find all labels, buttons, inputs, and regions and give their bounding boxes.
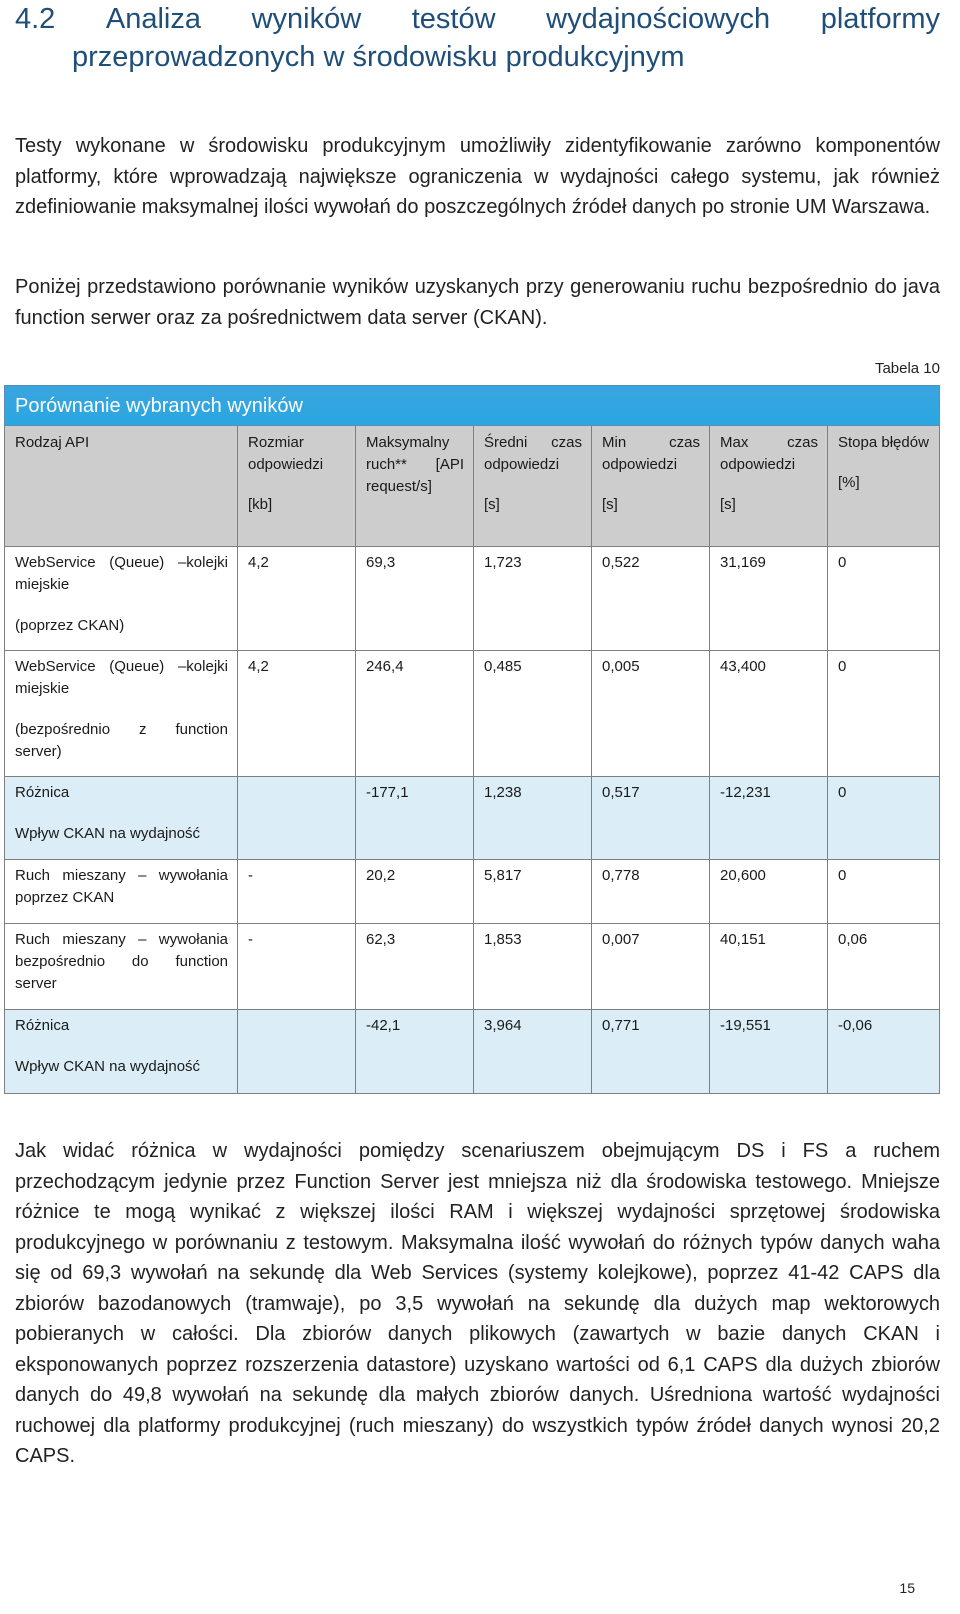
table-row-difference [5, 777, 940, 860]
row-label: WebService (Queue) –kolejki miejskie (bezpośrednio z function server) [5, 651, 238, 777]
row-label: Ruch mieszany – wywołania bezpośrednio do function server [5, 924, 238, 1010]
conclusion-paragraph: Jak widać różnica w wydajności pomiędzy scenariuszem obejmującym DS i FS a ruchem przechodzącym jedynie przez Function Server jest mniejsza niż dla środowiska testowego. Mniejsze różnice te mogą wynikać z większej ilości RAM i większej wydajności sprzętowej środowiska produkcyjnego w porównaniu z testowym. Maksymalna ilość wywołań do różnych typów danych waha się od 69,3 wywołań na sekundę dla Web Services (systemy kolejkowe), poprzez 41-42 CAPS dla zbiorów bazodanowych (tramwaje), po 3,5 wywołań na sekundę dla dużych map wektorowych pobieranych w całości. Dla zbiorów danych plikowych (zawartych w bazie danych CKAN i eksponowanych poprzez rozszerzenia datastore) uzyskano wartości od 6,1 CAPS dla dużych zbiorów danych do 49,8 wywołań na sekundę dla małych zbiorów danych. Uśredniona wartość wydajności ruchowej dla platformy produkcyjnej (ruch mieszany) do wszystkich typów źródeł danych wynosi 20,2 CAPS. [15, 1140, 940, 1467]
cell-max-time: 20,600 [710, 860, 828, 924]
cell-min-time: 0,005 [592, 651, 710, 777]
header-avg-time: Średni czas odpowiedzi [s] [474, 426, 592, 547]
cell-max-traffic: 62,3 [356, 924, 474, 1010]
cell-min-time: 0,517 [592, 777, 710, 860]
table-row [5, 547, 940, 651]
header-max-traffic: Maksymalny ruch** [API request/s] [356, 426, 474, 547]
page-number: 15 [899, 1580, 915, 1596]
cell-error-rate: 0 [828, 651, 940, 777]
section-heading [15, 0, 940, 76]
cell-max-traffic: 69,3 [356, 547, 474, 651]
table-title: Porównanie wybranych wyników [5, 386, 940, 426]
cell-error-rate: 0,06 [828, 924, 940, 1010]
cell-min-time: 0,522 [592, 547, 710, 651]
cell-size [238, 1010, 356, 1094]
cell-max-time: -12,231 [710, 777, 828, 860]
section-number: 4.2 [15, 3, 56, 35]
cell-avg-time: 1,238 [474, 777, 592, 860]
cell-max-traffic: 246,4 [356, 651, 474, 777]
cell-min-time: 0,007 [592, 924, 710, 1010]
comparison-table [4, 385, 940, 1094]
cell-min-time: 0,778 [592, 860, 710, 924]
header-size: Rozmiar odpowiedzi [kb] [238, 426, 356, 547]
cell-size: 4,2 [238, 651, 356, 777]
comparison-paragraph: Poniżej przedstawiono porównanie wyników uzyskanych przy generowaniu ruchu bezpośrednio do java function serwer oraz za pośrednictwem data server (CKAN). [15, 276, 940, 329]
cell-avg-time: 1,853 [474, 924, 592, 1010]
cell-error-rate: 0 [828, 777, 940, 860]
cell-max-traffic: 20,2 [356, 860, 474, 924]
cell-max-traffic: -42,1 [356, 1010, 474, 1094]
cell-max-time: 31,169 [710, 547, 828, 651]
heading-word: wyników [251, 3, 362, 35]
cell-max-time: -19,551 [710, 1010, 828, 1094]
header-error-rate: Stopa błędów [%] [828, 426, 940, 547]
cell-max-time: 40,151 [710, 924, 828, 1010]
cell-avg-time: 5,817 [474, 860, 592, 924]
table-number: Tabela 10 [874, 360, 940, 377]
row-label: Różnica Wpływ CKAN na wydajność [5, 1010, 238, 1094]
header-api-type: Rodzaj API [5, 426, 238, 547]
cell-size: - [238, 924, 356, 1010]
header-max-time: Max czas odpowiedzi [s] [710, 426, 828, 547]
heading-word: platformy [820, 3, 940, 35]
header-min-time: Min czas odpowiedzi [s] [592, 426, 710, 547]
cell-min-time: 0,771 [592, 1010, 710, 1094]
cell-avg-time: 1,723 [474, 547, 592, 651]
row-label: Różnica Wpływ CKAN na wydajność [5, 777, 238, 860]
cell-error-rate: 0 [828, 547, 940, 651]
heading-line-2: przeprowadzonych w środowisku produkcyjnym [72, 41, 685, 73]
cell-error-rate: 0 [828, 860, 940, 924]
heading-word: Analiza [105, 3, 202, 35]
table-header-row [5, 426, 940, 547]
table-row [5, 860, 940, 924]
intro-paragraph: Testy wykonane w środowisku produkcyjnym umożliwiły zidentyfikowanie zarówno komponentów platformy, które wprowadzają największe ograniczenia w wydajności całego systemu, jak również zdefiniowanie maksymalnej ilości wywołań do poszczególnych źródeł danych po stronie UM Warszawa. [15, 135, 940, 218]
row-label: Ruch mieszany – wywołania poprzez CKAN [5, 860, 238, 924]
row-label: WebService (Queue) –kolejki miejskie (poprzez CKAN) [5, 547, 238, 651]
cell-size: - [238, 860, 356, 924]
heading-word: wydajnościowych [546, 3, 771, 35]
cell-max-time: 43,400 [710, 651, 828, 777]
cell-size [238, 777, 356, 860]
table-row-difference [5, 1010, 940, 1094]
cell-size: 4,2 [238, 547, 356, 651]
table-row [5, 924, 940, 1010]
cell-max-traffic: -177,1 [356, 777, 474, 860]
heading-word: testów [411, 3, 496, 35]
cell-avg-time: 3,964 [474, 1010, 592, 1094]
cell-error-rate: -0,06 [828, 1010, 940, 1094]
cell-avg-time: 0,485 [474, 651, 592, 777]
table-row [5, 651, 940, 777]
